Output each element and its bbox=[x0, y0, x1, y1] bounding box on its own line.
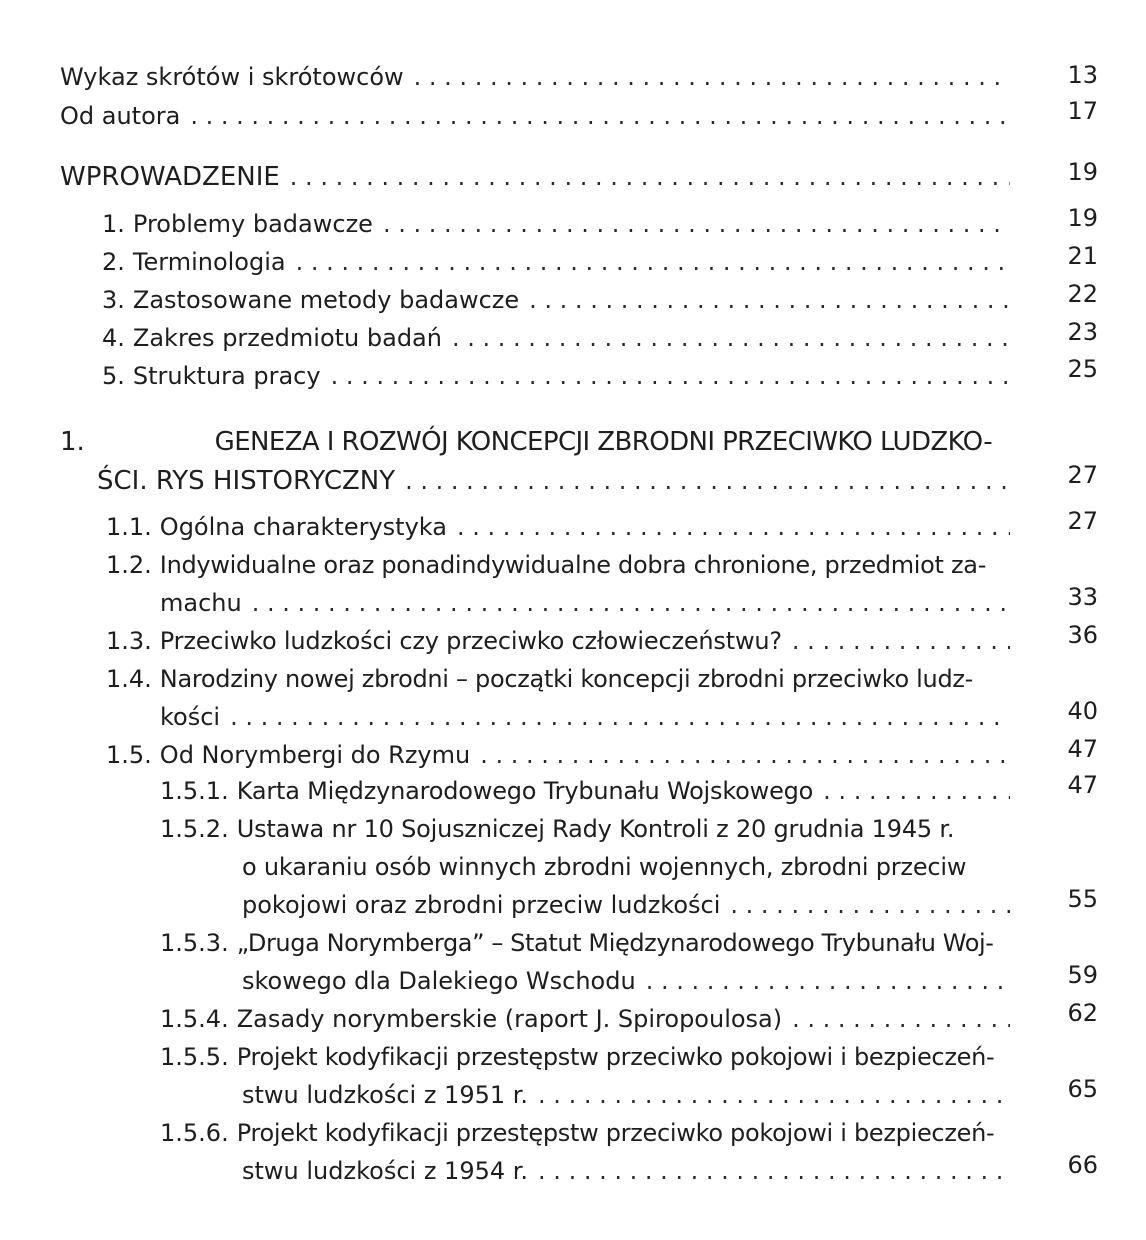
toc-entry-number: 1.5.1. bbox=[160, 777, 229, 805]
toc-entry bbox=[106, 550, 1020, 580]
toc-entry-cont bbox=[242, 1080, 1020, 1110]
toc-entry-number: 1. bbox=[60, 427, 85, 457]
toc-page-number: 55 bbox=[1067, 885, 1098, 913]
toc-entry-number: 1.3. bbox=[106, 627, 152, 655]
toc-entry-title-cont: kości bbox=[160, 703, 221, 731]
toc-entry-title: GENEZA I ROZWÓJ KONCEPCJI ZBRODNI PRZECIWKO LUDZKO- bbox=[214, 427, 992, 457]
toc-entry-number: 1.4. bbox=[106, 665, 152, 693]
toc-page-number: 13 bbox=[1067, 61, 1098, 89]
toc-entry-number: 5. bbox=[102, 362, 125, 390]
dot-leader bbox=[730, 890, 1010, 920]
toc-entry-number: 1.2. bbox=[106, 551, 152, 579]
toc-entry-title: Problemy badawcze bbox=[132, 210, 373, 238]
toc-page-number: 19 bbox=[1067, 204, 1098, 232]
toc-entry bbox=[160, 1118, 1020, 1148]
dot-leader bbox=[383, 209, 1010, 239]
toc-entry bbox=[160, 928, 1020, 958]
toc-entry-cont bbox=[242, 1156, 1020, 1186]
dot-leader bbox=[646, 966, 1010, 996]
toc-entry-cont bbox=[242, 966, 1020, 996]
dot-leader bbox=[792, 626, 1010, 656]
toc-entry-number: 1.5.2. bbox=[160, 815, 229, 843]
toc-page-number: 22 bbox=[1067, 280, 1098, 308]
toc-entry-title: WPROWADZENIE bbox=[60, 162, 280, 192]
toc-entry bbox=[102, 323, 1020, 353]
toc-entry-title: Struktura pracy bbox=[132, 362, 321, 390]
toc-page-number: 62 bbox=[1067, 999, 1098, 1027]
toc-entry-title: Zasady norymberskie (raport J. Spiropoulosa) bbox=[236, 1005, 783, 1033]
toc-page-number: 27 bbox=[1067, 461, 1098, 489]
toc-page-number: 25 bbox=[1067, 355, 1098, 383]
dot-leader bbox=[480, 740, 1010, 770]
toc-entry bbox=[102, 209, 1020, 239]
toc-entry-title: Zakres przedmiotu badań bbox=[132, 324, 442, 352]
toc-page-number: 23 bbox=[1067, 318, 1098, 346]
toc-entry-title: „Druga Norymberga” – Statut Międzynarodowego Trybunału Woj- bbox=[236, 929, 994, 957]
toc-entry-title: Zastosowane metody badawcze bbox=[132, 286, 520, 314]
toc-entry bbox=[60, 101, 1020, 131]
dot-leader bbox=[252, 588, 1010, 618]
toc-entry-cont bbox=[242, 890, 1020, 920]
dot-leader bbox=[452, 323, 1010, 353]
toc-page-number: 47 bbox=[1067, 735, 1098, 763]
toc-entry-title: Przeciwko ludzkości czy przeciwko człowieczeństwu? bbox=[159, 627, 782, 655]
toc-page-number: 19 bbox=[1067, 158, 1098, 186]
toc-page-number: 66 bbox=[1067, 1151, 1098, 1179]
toc-entry-title: Od Norymbergi do Rzymu bbox=[159, 741, 471, 769]
toc-page-number: 47 bbox=[1067, 771, 1098, 799]
dot-leader bbox=[792, 1004, 1010, 1034]
toc-entry-number: 1.5.4. bbox=[160, 1005, 229, 1033]
toc-entry bbox=[106, 512, 1020, 542]
toc-entry-number: 1.5. bbox=[106, 741, 152, 769]
dot-leader bbox=[823, 776, 1010, 806]
dot-leader bbox=[190, 101, 1010, 131]
toc-entry bbox=[102, 285, 1020, 315]
toc-entry bbox=[106, 664, 1020, 694]
dot-leader bbox=[529, 285, 1010, 315]
toc-entry-title-cont: stwu ludzkości z 1954 r. bbox=[242, 1157, 529, 1185]
toc-entry-number: 1.1. bbox=[106, 513, 152, 541]
toc-entry bbox=[160, 814, 1020, 844]
toc-entry bbox=[160, 1004, 1020, 1034]
dot-leader bbox=[290, 162, 1010, 192]
toc-entry-number: 1.5.6. bbox=[160, 1119, 229, 1147]
toc-page-number: 59 bbox=[1067, 961, 1098, 989]
toc-entry bbox=[102, 361, 1020, 391]
toc-entry-number: 4. bbox=[102, 324, 125, 352]
toc-entry-number: 2. bbox=[102, 248, 125, 276]
dot-leader bbox=[230, 702, 1010, 732]
toc-entry-title-cont: pokojowi oraz zbrodni przeciw ludzkości bbox=[242, 891, 721, 919]
dot-leader bbox=[331, 361, 1010, 391]
toc-entry-title-cont: skowego dla Dalekiego Wschodu bbox=[242, 967, 636, 995]
toc-entry-number: 3. bbox=[102, 286, 125, 314]
toc-page-number: 17 bbox=[1067, 97, 1098, 125]
dot-leader bbox=[296, 247, 1010, 277]
toc-section-heading bbox=[60, 162, 1020, 192]
toc-entry-title: Ogólna charakterystyka bbox=[159, 513, 447, 541]
toc-entry-title: Narodziny nowej zbrodni – początki koncepcji zbrodni przeciwko ludz- bbox=[159, 665, 974, 693]
toc-entry-title-cont: machu bbox=[160, 589, 242, 617]
dot-leader bbox=[457, 512, 1010, 542]
toc-entry-title: Wykaz skrótów i skrótowców bbox=[60, 63, 404, 91]
toc-entry-cont bbox=[160, 588, 1020, 618]
toc-entry-cont bbox=[160, 702, 1020, 732]
toc-entry-number: 1.5.5. bbox=[160, 1043, 229, 1071]
toc-entry-title: Terminologia bbox=[132, 248, 286, 276]
toc-entry bbox=[160, 1042, 1020, 1072]
toc-page-number: 40 bbox=[1067, 697, 1098, 725]
toc-entry bbox=[106, 626, 1020, 656]
toc-entry-title-cont: ŚCI. RYS HISTORYCZNY bbox=[97, 466, 396, 496]
dot-leader bbox=[414, 62, 1010, 92]
dot-leader bbox=[538, 1080, 1010, 1110]
dot-leader bbox=[538, 1156, 1010, 1186]
toc-entry-number: 1. bbox=[102, 210, 125, 238]
toc-entry bbox=[60, 62, 1020, 92]
toc-chapter-heading bbox=[60, 427, 992, 457]
toc-entry-title: Projekt kodyfikacji przestępstw przeciwko pokojowi i bezpieczeń- bbox=[236, 1119, 995, 1147]
toc-page-number: 33 bbox=[1067, 583, 1098, 611]
toc-page-number: 27 bbox=[1067, 507, 1098, 535]
toc-entry bbox=[106, 740, 1020, 770]
toc-page-number: 21 bbox=[1067, 242, 1098, 270]
toc-entry-title: Projekt kodyfikacji przestępstw przeciwko pokojowi i bezpieczeń- bbox=[236, 1043, 995, 1071]
dot-leader bbox=[405, 466, 1010, 496]
toc-entry-title-cont: o ukaraniu osób winnych zbrodni wojennych, zbrodni przeciw bbox=[242, 853, 967, 881]
toc-page-number: 36 bbox=[1067, 621, 1098, 649]
toc-entry-cont bbox=[242, 852, 1020, 882]
toc-entry bbox=[160, 776, 1020, 806]
toc-entry-title-cont: stwu ludzkości z 1951 r. bbox=[242, 1081, 529, 1109]
toc-chapter-heading-cont bbox=[97, 466, 1020, 496]
toc-entry-title: Karta Międzynarodowego Trybunału Wojskowego bbox=[236, 777, 814, 805]
toc-entry-title: Indywidualne oraz ponadindywidualne dobra chronione, przedmiot za- bbox=[159, 551, 987, 579]
toc-entry-title: Od autora bbox=[60, 102, 181, 130]
toc-entry-number: 1.5.3. bbox=[160, 929, 229, 957]
toc-entry bbox=[102, 247, 1020, 277]
toc-entry-title: Ustawa nr 10 Sojuszniczej Rady Kontroli z 20 grudnia 1945 r. bbox=[236, 815, 955, 843]
toc-page-number: 65 bbox=[1067, 1075, 1098, 1103]
